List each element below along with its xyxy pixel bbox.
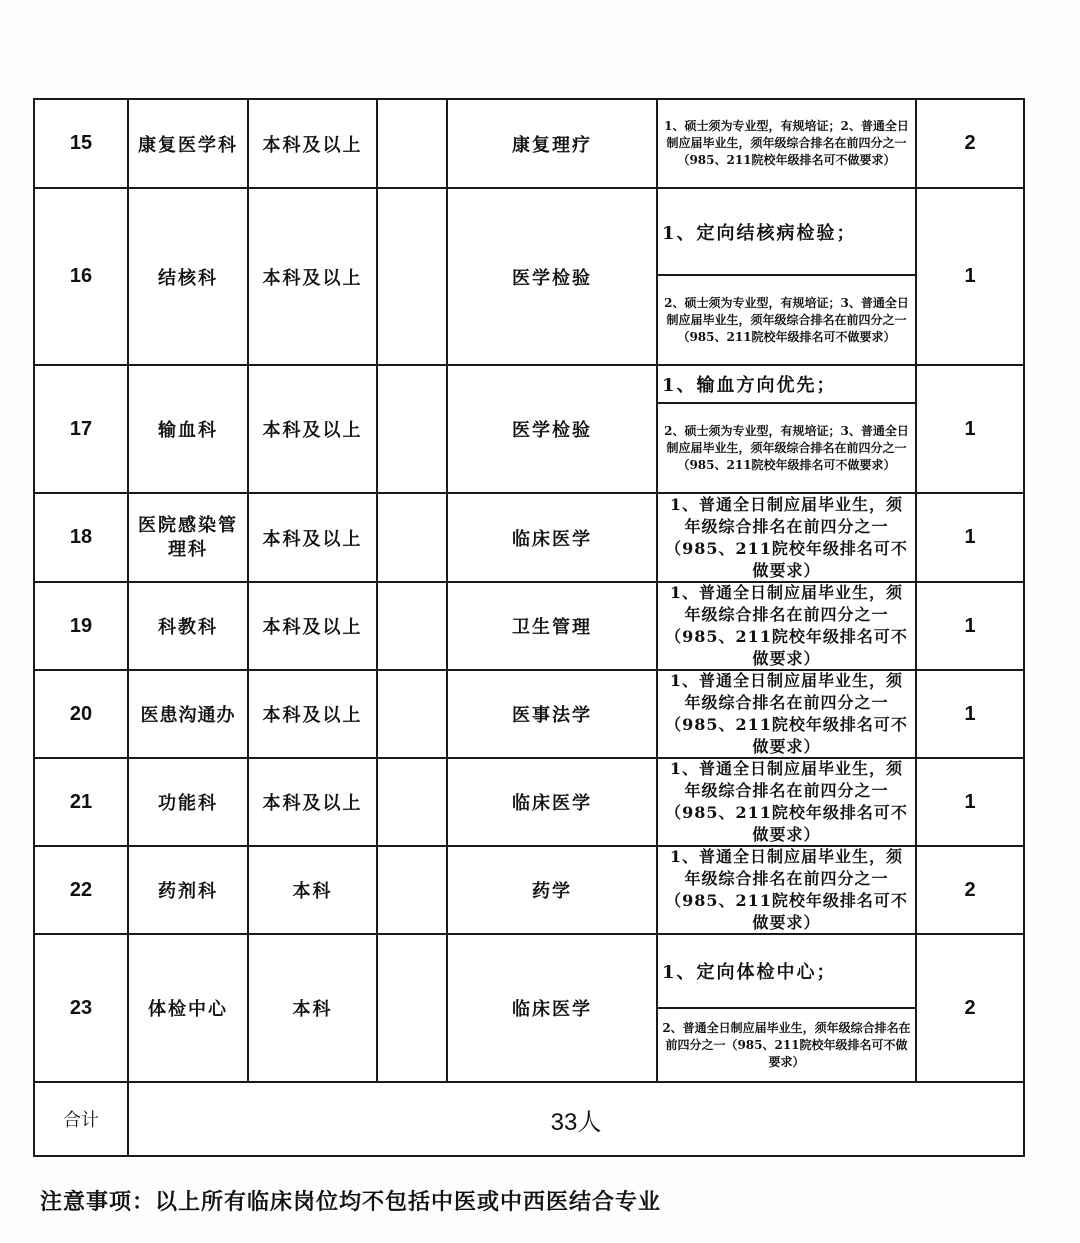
major: 临床医学 bbox=[512, 999, 592, 1020]
department: 功能科 bbox=[158, 793, 218, 814]
education: 本科及以上 bbox=[262, 793, 363, 814]
education: 本科 bbox=[292, 999, 333, 1020]
row-number: 23 bbox=[69, 996, 93, 1019]
requirement: 2、硕士须为专业型，有规培证；3、普通全日制应届毕业生，须年级综合排名在前四分之一（985、211院校年级排名可不做要求） bbox=[664, 295, 909, 344]
row-number: 18 bbox=[69, 526, 93, 548]
department: 体检中心 bbox=[148, 999, 228, 1020]
row-number: 19 bbox=[69, 614, 93, 637]
recruitment-table bbox=[33, 98, 1025, 1157]
requirement: 1、输血方向优先； bbox=[662, 375, 837, 396]
department: 结核科 bbox=[158, 267, 218, 289]
headcount: 1 bbox=[964, 702, 976, 725]
requirement: 1、普通全日制应届毕业生，须年级综合排名在前四分之一（985、211院校年级排名可不做要求） bbox=[665, 671, 908, 756]
requirement: 2、硕士须为专业型，有规培证；3、普通全日制应届毕业生，须年级综合排名在前四分之一（985、211院校年级排名可不做要求） bbox=[664, 423, 909, 472]
row-number: 20 bbox=[69, 702, 93, 725]
major: 医学检验 bbox=[512, 420, 592, 441]
headcount: 1 bbox=[964, 526, 976, 548]
requirement: 1、普通全日制应届毕业生，须年级综合排名在前四分之一（985、211院校年级排名可不做要求） bbox=[665, 494, 908, 580]
education: 本科 bbox=[292, 881, 333, 902]
row-number: 22 bbox=[69, 878, 93, 901]
department: 康复医学科 bbox=[138, 134, 238, 156]
requirement: 1、普通全日制应届毕业生，须年级综合排名在前四分之一（985、211院校年级排名可不做要求） bbox=[665, 583, 908, 668]
education: 本科及以上 bbox=[262, 267, 363, 289]
department: 药剂科 bbox=[158, 881, 218, 902]
requirement: 1、硕士须为专业型，有规培证；2、普通全日制应届毕业生，须年级综合排名在前四分之一（985、211院校年级排名可不做要求） bbox=[664, 119, 909, 167]
total-label: 合计 bbox=[63, 1110, 99, 1131]
education: 本科及以上 bbox=[262, 134, 363, 156]
headcount: 1 bbox=[964, 614, 976, 637]
education: 本科及以上 bbox=[262, 420, 363, 441]
department: 医患沟通办 bbox=[140, 705, 236, 726]
row-number: 17 bbox=[69, 417, 93, 440]
department: 输血科 bbox=[158, 420, 218, 441]
major: 临床医学 bbox=[512, 793, 592, 814]
row-number: 21 bbox=[69, 790, 93, 813]
requirement: 1、普通全日制应届毕业生，须年级综合排名在前四分之一（985、211院校年级排名可不做要求） bbox=[665, 759, 908, 844]
department: 医院感染管理科 bbox=[138, 514, 238, 560]
requirement: 2、普通全日制应届毕业生，须年级综合排名在前四分之一（985、211院校年级排名可不做要求） bbox=[662, 1020, 911, 1069]
requirement: 1、普通全日制应届毕业生，须年级综合排名在前四分之一（985、211院校年级排名可不做要求） bbox=[665, 847, 908, 932]
row-number: 16 bbox=[69, 265, 93, 287]
footnote: 注意事项：以上所有临床岗位均不包括中医或中西医结合专业 bbox=[40, 1189, 662, 1215]
major: 医学检验 bbox=[512, 267, 592, 289]
education: 本科及以上 bbox=[262, 528, 363, 550]
education: 本科及以上 bbox=[262, 617, 363, 638]
requirement: 1、定向结核病检验； bbox=[662, 222, 857, 244]
headcount: 2 bbox=[964, 132, 976, 154]
row-number: 15 bbox=[69, 132, 93, 154]
education: 本科及以上 bbox=[262, 705, 363, 726]
major: 康复理疗 bbox=[512, 134, 592, 156]
headcount: 1 bbox=[964, 790, 976, 813]
major: 药学 bbox=[532, 881, 572, 902]
headcount: 2 bbox=[964, 996, 976, 1019]
total-value: 33人 bbox=[550, 1108, 602, 1136]
major: 医事法学 bbox=[512, 705, 592, 726]
department: 科教科 bbox=[158, 617, 218, 638]
headcount: 1 bbox=[964, 417, 976, 440]
headcount: 2 bbox=[964, 878, 976, 901]
major: 卫生管理 bbox=[512, 617, 592, 638]
headcount: 1 bbox=[964, 265, 976, 287]
requirement: 1、定向体检中心； bbox=[662, 962, 837, 983]
major: 临床医学 bbox=[512, 528, 592, 550]
